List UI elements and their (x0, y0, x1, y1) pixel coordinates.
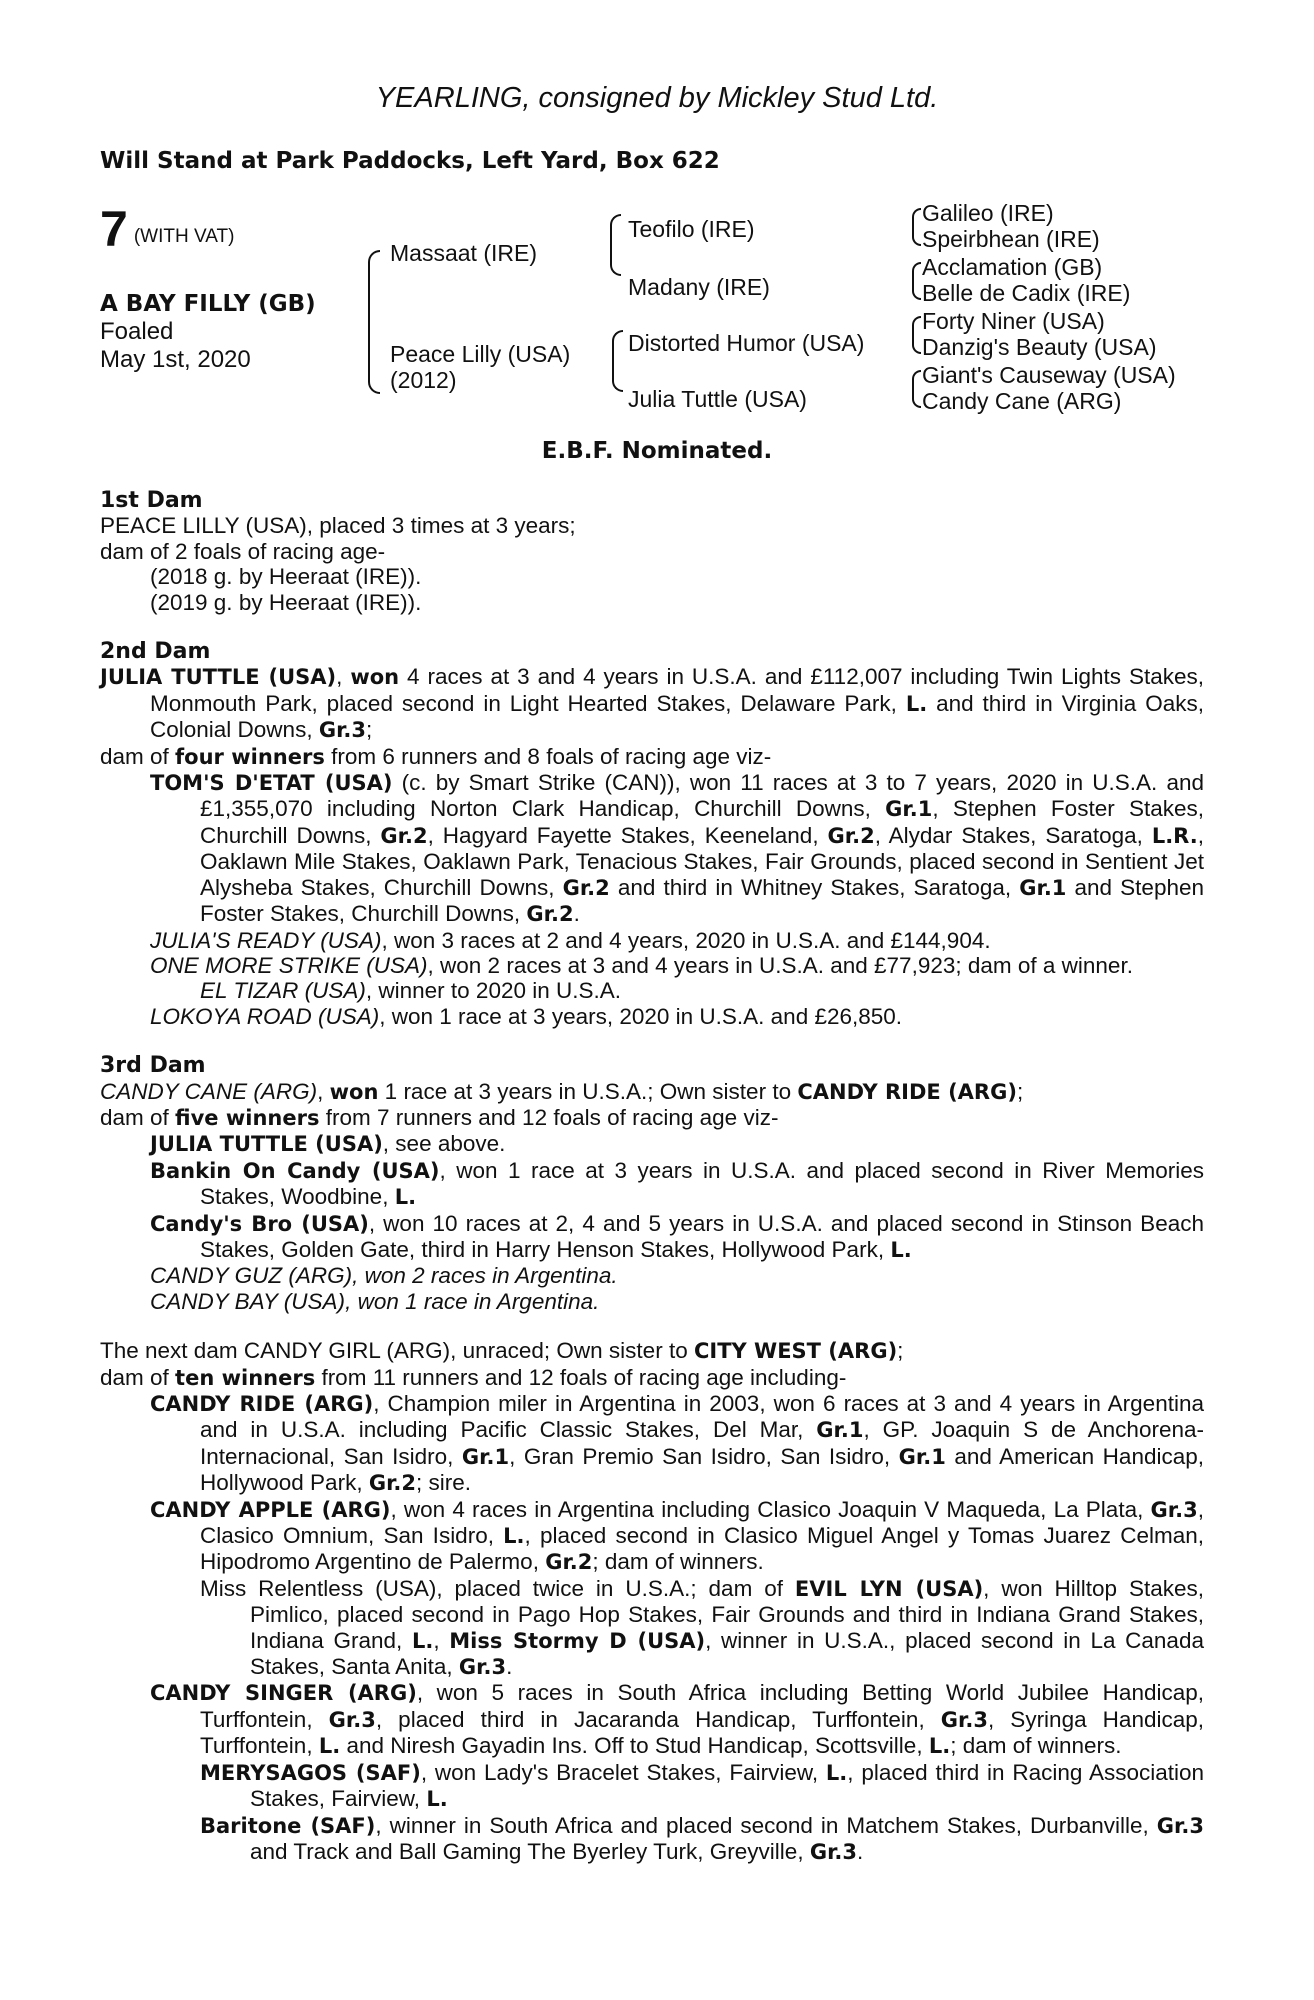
consignment-line: YEARLING, consigned by Mickley Stud Ltd. (375, 82, 939, 114)
foaled-label: Foaled (100, 318, 174, 345)
produce-entry: CANDY GUZ (ARG), won 2 races in Argentina. (150, 1263, 618, 1289)
dam3-record: CANDY CANE (ARG), won 1 race at 3 years in U.S.A.; Own sister to CANDY RIDE (ARG); (100, 1078, 1024, 1104)
pedigree-sire-dam: Madany (IRE) (628, 274, 770, 300)
produce-entry: EL TIZAR (USA), winner to 2020 in U.S.A. (200, 978, 622, 1004)
pedigree-dsd: Danzig's Beauty (USA) (922, 334, 1157, 360)
stable-location: Will Stand at Park Paddocks, Left Yard, Box 622 (100, 148, 720, 174)
lot-number (100, 201, 235, 257)
next-dam-record: The next dam CANDY GIRL (ARG), unraced; Own sister to CITY WEST (ARG); (100, 1338, 904, 1364)
produce-entry: MERYSAGOS (SAF), won Lady's Bracelet Stakes, Fairview, L., placed third in Racing Association Stakes, Fairview, L. (200, 1759, 1205, 1812)
dam3-produce-summary: dam of five winners from 7 runners and 12 foals of racing age viz- (100, 1104, 779, 1130)
heading-3rd-dam: 3rd Dam (100, 1053, 206, 1079)
bracket-gen3-1 (912, 208, 921, 246)
pedigree-dss: Forty Niner (USA) (922, 308, 1105, 334)
pedigree-sds: Acclamation (GB) (922, 254, 1103, 280)
dam2-produce-summary: dam of four winners from 6 runners and 8 foals of racing age viz- (100, 743, 772, 769)
dam1-line: dam of 2 foals of racing age- (100, 538, 386, 564)
bracket-gen3-2 (912, 262, 921, 300)
pedigree-dam-year: (2012) (390, 367, 457, 393)
bracket-gen3-4 (912, 370, 921, 408)
produce-entry: JULIA TUTTLE (USA), see above. (150, 1131, 506, 1157)
produce-entry: ONE MORE STRIKE (USA), won 2 races at 3 and 4 years in U.S.A. and £77,923; dam of a winner. (150, 952, 1133, 978)
produce-entry: Miss Relentless (USA), placed twice in U.S.A.; dam of EVIL LYN (USA), won Hilltop Stakes, Pimlico, placed second in Pago Hop Stakes, Fair Grounds and third in Indiana Grand Stakes, Indiana Grand, L., Miss Stormy D (USA), winner in U.S.A., placed second in La Canada Stakes, Santa Anita, Gr.3. (200, 1575, 1205, 1680)
dam2-record: JULIA TUTTLE (USA), won 4 races at 3 and 4 years in U.S.A. and £112,007 including Twin Lights Stakes, Monmouth Park, placed second in Light Hearted Stakes, Delaware Park, L. and third in Virginia Oaks, Colonial Downs, Gr.3; (100, 664, 1204, 743)
pedigree-dam: Peace Lilly (USA) (390, 341, 571, 367)
produce-entry: LOKOYA ROAD (USA), won 1 race at 3 years, 2020 in U.S.A. and £26,850. (150, 1003, 903, 1029)
dam1-foal: (2019 g. by Heeraat (IRE)). (150, 589, 422, 615)
bracket-gen3-3 (912, 316, 921, 354)
pedigree-sdd: Belle de Cadix (IRE) (922, 280, 1131, 306)
subject-horse (100, 290, 316, 374)
bracket-dam-parents (612, 330, 623, 392)
produce-entry: CANDY SINGER (ARG), won 5 races in South Africa including Betting World Jubilee Handicap, Turffontein, Gr.3, placed third in Jacaranda Handicap, Turffontein, Gr.3, Syringa Handicap, Turffontein, L. and Niresh Gayadin Ins. Off to Stud Handicap, Scottsville, L.; dam of winners. (150, 1680, 1204, 1759)
pedigree-ssd: Speirbhean (IRE) (922, 226, 1100, 252)
produce-entry: Candy's Bro (USA), won 10 races at 2, 4 and 5 years in U.S.A. and placed second in Stinson Beach Stakes, Golden Gate, third in Harry Henson Stakes, Hollywood Park, L. (150, 1210, 1204, 1262)
produce-entry: Baritone (SAF), winner in South Africa and placed second in Matchem Stakes, Durbanville, Gr.3 and Track and Ball Gaming The Byerley Turk, Greyville, Gr.3. (200, 1812, 1204, 1864)
horse-name: A BAY FILLY (GB) (100, 291, 316, 317)
lot-number-value: 7 (100, 201, 128, 257)
produce-entry: Bankin On Candy (USA), won 1 race at 3 years in U.S.A. and placed second in River Memories Stakes, Woodbine, L. (150, 1157, 1204, 1210)
ebf-nomination: E.B.F. Nominated. (541, 438, 773, 464)
pedigree-dam-sire: Distorted Humor (USA) (628, 330, 865, 356)
pedigree-sss: Galileo (IRE) (922, 200, 1054, 226)
bracket-parents (368, 250, 380, 394)
produce-entry: CANDY RIDE (ARG), Champion miler in Argentina in 2003, won 6 races at 3 and 4 years in Argentina and in U.S.A. including Pacific Classic Stakes, Del Mar, Gr.1, GP. Joaquin S de Anchorena-Internacional, San Isidro, Gr.1, Gran Premio San Isidro, San Isidro, Gr.1 and American Handicap, Hollywood Park, Gr.2; sire. (150, 1391, 1204, 1496)
bracket-sire-parents (610, 214, 621, 276)
dam1-foal: (2018 g. by Heeraat (IRE)). (150, 564, 422, 590)
produce-entry: CANDY BAY (USA), won 1 race in Argentina. (150, 1288, 600, 1314)
pedigree-table (100, 200, 1220, 440)
vat-note: (WITH VAT) (133, 226, 235, 247)
produce-entry: TOM'S D'ETAT (USA) (c. by Smart Strike (CAN)), won 11 races at 3 to 7 years, 2020 in U.S.A. and £1,355,070 including Norton Clark Handicap, Churchill Downs, Gr.1, Stephen Foster Stakes, Churchill Downs, Gr.2, Hagyard Fayette Stakes, Keeneland, Gr.2, Alydar Stakes, Saratoga, L.R., Oaklawn Mile Stakes, Oaklawn Park, Tenacious Stakes, Fair Grounds, placed second in Sentient Jet Alysheba Stakes, Churchill Downs, Gr.2 and third in Whitney Stakes, Saratoga, Gr.1 and Stephen Foster Stakes, Churchill Downs, Gr.2. (150, 770, 1204, 927)
pedigree-sire-sire: Teofilo (IRE) (628, 216, 755, 242)
pedigree-dds: Giant's Causeway (USA) (922, 362, 1176, 388)
foaled-date: May 1st, 2020 (100, 346, 251, 373)
pedigree-dam-dam: Julia Tuttle (USA) (628, 386, 807, 412)
produce-entry: JULIA'S READY (USA), won 3 races at 2 and 4 years, 2020 in U.S.A. and £144,904. (150, 927, 991, 953)
catalogue-body (100, 488, 1204, 1865)
dam1-line: PEACE LILLY (USA), placed 3 times at 3 years; (100, 513, 576, 539)
heading-1st-dam: 1st Dam (100, 488, 203, 513)
pedigree-ddd: Candy Cane (ARG) (922, 388, 1122, 414)
next-dam-produce-summary: dam of ten winners from 11 runners and 12 foals of racing age including- (100, 1364, 847, 1390)
heading-2nd-dam: 2nd Dam (100, 639, 211, 665)
produce-entry: CANDY APPLE (ARG), won 4 races in Argentina including Clasico Joaquin V Maqueda, La Plata, Gr.3, Clasico Omnium, San Isidro, L., placed second in Clasico Miguel Angel y Tomas Juarez Celman, Hipodromo Argentino de Palermo, Gr.2; dam of winners. (150, 1496, 1204, 1575)
pedigree-sire: Massaat (IRE) (390, 240, 537, 266)
